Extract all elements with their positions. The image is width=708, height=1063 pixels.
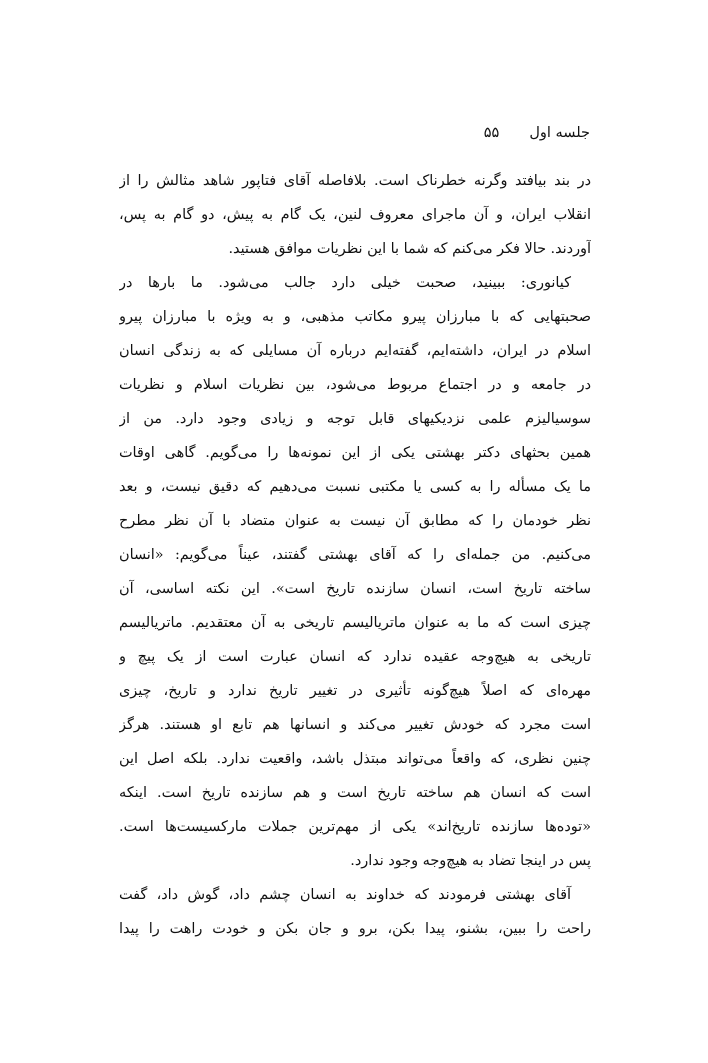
page-header [390, 118, 590, 148]
page-body [119, 164, 591, 946]
text-line: تاریخی به هیچ‌وجه عقیده ندارد که انسان عبارت است از یک پیچ و [119, 649, 591, 665]
text-line: همین بحثهای دکتر بهشتی یکی از این نمونه‌ها را می‌گویم. گاهی اوقات [119, 445, 591, 461]
text-line: راحت را ببین، بشنو، پیدا بکن، برو و جان بکن و خودت راهت را پیدا [119, 921, 591, 937]
text-line: در بند بیافتد وگرنه خطرناک است. بلافاصله آقای فتاپور شاهد مثالش را از [119, 173, 591, 189]
text-line: چیزی است که ما به عنوان ماتریالیسم تاریخی به آن معتقدیم. ماتریالیسم [119, 615, 591, 631]
text-line: آوردند. حالا فکر می‌کنم که شما با این نظریات موافق هستید. [228, 241, 591, 257]
text-line: مهره‌ای که اصلاً هیچ‌گونه تأثیری در تغییر تاریخ ندارد و تاریخ، چیزی [119, 683, 591, 699]
text-line: می‌کنیم. من جمله‌ای را که آقای بهشتی گفتند، عیناً می‌گویم: «انسان [119, 547, 591, 563]
text-line: «توده‌ها سازنده تاریخ‌اند» یکی از مهم‌ترین جملات مارکسیست‌ها است. [119, 819, 591, 835]
text-line: اسلام در ایران، داشته‌ایم، گفته‌ایم درباره آن مسایلی که به زندگی انسان [119, 343, 591, 359]
text-line: انقلاب ایران، و آن ماجرای معروف لنین، یک گام به پیش، دو گام به پس، [119, 207, 591, 223]
chapter-title: جلسه اول [529, 125, 590, 141]
text-line: است مجرد که خودش تغییر می‌کند و انسانها هم تابع او هستند. هرگز [119, 717, 591, 733]
text-line: ساخته تاریخ است، انسان سازنده تاریخ است». این نکته اساسی، آن [119, 581, 591, 597]
text-line: پس در اینجا تضاد به هیچ‌وجه وجود ندارد. [350, 853, 591, 869]
text-line: چنین نظری، که واقعاً می‌تواند مبتذل باشد، واقعیت ندارد. بلکه اصل این [119, 751, 591, 767]
text-line: است که انسان هم ساخته تاریخ است و هم سازنده تاریخ است. اینکه [119, 785, 591, 801]
text-line: کیانوری: ببینید، صحبت خیلی دارد جالب می‌شود. ما بارها در [119, 275, 571, 291]
text-line: ما یک مسأله را به کسی یا مکتبی نسبت می‌دهیم که دقیق نیست، و بعد [119, 479, 591, 495]
text-line: آقای بهشتی فرمودند که خداوند به انسان چشم داد، گوش داد، گفت [119, 887, 571, 903]
text-line: سوسیالیزم علمی نزدیکیهای قابل توجه و زیادی وجود دارد. من از [119, 411, 591, 427]
text-line: نظر خودمان را که مطابق آن نیست به عنوان متضاد با آن نظر مطرح [119, 513, 591, 529]
text-line: در جامعه و در اجتماع مربوط می‌شود، بین نظریات اسلام و نظریات [119, 377, 591, 393]
text-line: صحبتهایی که با مبارزان پیرو مکاتب مذهبی، و به ویژه با مبارزان پیرو [119, 309, 591, 325]
page-number: ۵۵ [483, 125, 500, 141]
